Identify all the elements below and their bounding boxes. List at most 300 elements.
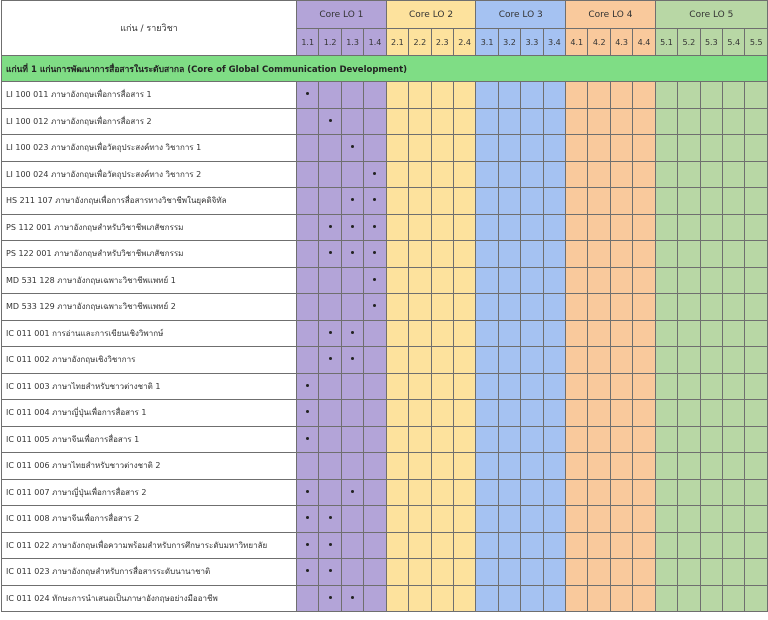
lo-cell xyxy=(723,532,745,559)
table-row xyxy=(2,559,768,586)
lo-cell xyxy=(723,161,745,188)
lo-cell xyxy=(341,241,363,268)
lo-cell xyxy=(476,267,498,294)
lo-cell xyxy=(453,532,475,559)
lo-cell xyxy=(610,559,632,586)
lo-cell xyxy=(521,161,543,188)
table-row xyxy=(2,320,768,347)
lo-cell xyxy=(700,453,722,480)
lo-cell xyxy=(453,585,475,612)
lo-cell xyxy=(409,479,431,506)
lo-cell xyxy=(341,585,363,612)
lo-cell xyxy=(297,320,319,347)
lo-cell xyxy=(745,214,767,241)
lo-cell xyxy=(566,532,588,559)
mapping-dot xyxy=(351,490,354,493)
lo-cell xyxy=(521,320,543,347)
lo-sub-header: 5.4 xyxy=(723,29,745,56)
lo-cell xyxy=(566,267,588,294)
mapping-dot xyxy=(329,543,332,546)
course-name: PS 112 001 ภาษาอังกฤษสำหรับวิชาชีพเภสัชกรรม xyxy=(2,214,297,241)
lo-cell xyxy=(678,135,700,162)
lo-cell xyxy=(498,214,520,241)
lo-cell xyxy=(386,241,408,268)
course-name: LI 100 011 ภาษาอังกฤษเพื่อการสื่อสาร 1 xyxy=(2,82,297,109)
lo-cell xyxy=(745,426,767,453)
lo-cell xyxy=(431,188,453,215)
lo-cell xyxy=(633,400,655,427)
lo-cell xyxy=(745,585,767,612)
lo-cell xyxy=(297,82,319,109)
lo-cell xyxy=(319,479,341,506)
lo-cell xyxy=(319,426,341,453)
lo-cell xyxy=(319,241,341,268)
lo-cell xyxy=(431,135,453,162)
mapping-dot xyxy=(373,172,376,175)
lo-cell xyxy=(319,108,341,135)
lo-cell xyxy=(610,426,632,453)
lo-cell xyxy=(700,506,722,533)
lo-cell xyxy=(588,82,610,109)
lo-cell xyxy=(566,241,588,268)
lo-cell xyxy=(386,559,408,586)
lo-cell xyxy=(319,214,341,241)
table-row xyxy=(2,108,768,135)
lo-cell xyxy=(453,267,475,294)
lo-cell xyxy=(745,267,767,294)
lo-cell xyxy=(431,400,453,427)
lo-cell xyxy=(341,135,363,162)
lo-cell xyxy=(386,294,408,321)
lo-cell xyxy=(700,320,722,347)
lo-cell xyxy=(431,532,453,559)
lo-cell xyxy=(297,532,319,559)
lo-cell xyxy=(566,426,588,453)
lo-cell xyxy=(431,373,453,400)
lo-cell xyxy=(476,479,498,506)
mapping-dot xyxy=(329,569,332,572)
lo-cell xyxy=(521,479,543,506)
lo-cell xyxy=(543,241,565,268)
mapping-dot xyxy=(373,198,376,201)
lo-cell xyxy=(543,479,565,506)
lo-cell xyxy=(543,506,565,533)
lo-cell xyxy=(521,347,543,374)
lo-cell xyxy=(633,108,655,135)
lo-cell xyxy=(521,214,543,241)
lo-cell xyxy=(453,479,475,506)
table-row xyxy=(2,241,768,268)
lo-cell xyxy=(476,532,498,559)
lo-cell xyxy=(610,400,632,427)
lo-sub-header: 3.4 xyxy=(543,29,565,56)
lo-cell xyxy=(678,426,700,453)
lo-cell xyxy=(588,347,610,374)
lo-cell xyxy=(409,161,431,188)
course-name: IC 011 023 ภาษาอังกฤษสำหรับการสื่อสารระดับนานาชาติ xyxy=(2,559,297,586)
lo-cell xyxy=(431,585,453,612)
lo-cell xyxy=(700,373,722,400)
lo-cell xyxy=(453,161,475,188)
mapping-dot xyxy=(329,357,332,360)
lo-cell xyxy=(566,320,588,347)
lo-cell xyxy=(700,214,722,241)
lo-cell xyxy=(319,320,341,347)
lo-cell xyxy=(745,373,767,400)
lo-cell xyxy=(364,82,386,109)
lo-cell xyxy=(678,108,700,135)
lo-cell xyxy=(678,267,700,294)
lo-cell xyxy=(409,135,431,162)
lo-cell xyxy=(566,479,588,506)
lo-cell xyxy=(476,400,498,427)
lo-cell xyxy=(700,559,722,586)
lo-cell xyxy=(364,135,386,162)
lo-cell xyxy=(633,214,655,241)
lo-cell xyxy=(521,108,543,135)
lo-cell xyxy=(521,453,543,480)
lo-cell xyxy=(566,214,588,241)
mapping-dot xyxy=(373,225,376,228)
lo-cell xyxy=(678,161,700,188)
lo-cell xyxy=(655,585,677,612)
lo-cell xyxy=(633,82,655,109)
lo-cell xyxy=(431,426,453,453)
lo-cell xyxy=(386,267,408,294)
lo-cell xyxy=(566,161,588,188)
lo-cell xyxy=(498,453,520,480)
lo-sub-header: 4.4 xyxy=(633,29,655,56)
lo-cell xyxy=(341,294,363,321)
lo-cell xyxy=(700,241,722,268)
lo-cell xyxy=(678,559,700,586)
lo-cell xyxy=(678,532,700,559)
mapping-dot xyxy=(329,596,332,599)
lo-cell xyxy=(453,426,475,453)
lo-cell xyxy=(610,161,632,188)
lo-cell xyxy=(610,532,632,559)
lo-cell xyxy=(723,188,745,215)
mapping-dot xyxy=(306,490,309,493)
lo-cell xyxy=(341,532,363,559)
lo-cell xyxy=(700,135,722,162)
course-name: HS 211 107 ภาษาอังกฤษเพื่อการสื่อสารทางวิชาชีพในยุคดิจิทัล xyxy=(2,188,297,215)
lo-cell xyxy=(476,426,498,453)
mapping-dot xyxy=(329,225,332,228)
table-row xyxy=(2,347,768,374)
lo-cell xyxy=(364,267,386,294)
lo-cell xyxy=(723,426,745,453)
lo-sub-header: 3.3 xyxy=(521,29,543,56)
lo-cell xyxy=(655,214,677,241)
lo-cell xyxy=(655,453,677,480)
lo-cell xyxy=(409,453,431,480)
lo-cell xyxy=(341,453,363,480)
lo-cell xyxy=(723,241,745,268)
lo-cell xyxy=(543,135,565,162)
lo-cell xyxy=(498,373,520,400)
lo-cell xyxy=(498,82,520,109)
lo-cell xyxy=(364,585,386,612)
lo-sub-header: 2.4 xyxy=(453,29,475,56)
lo-cell xyxy=(700,82,722,109)
lo-cell xyxy=(723,294,745,321)
lo-cell xyxy=(409,426,431,453)
lo-cell xyxy=(723,453,745,480)
mapping-dot xyxy=(351,225,354,228)
lo-cell xyxy=(341,506,363,533)
lo-cell xyxy=(610,347,632,374)
lo-cell xyxy=(655,108,677,135)
lo-cell xyxy=(723,135,745,162)
lo-cell xyxy=(409,532,431,559)
lo-cell xyxy=(341,161,363,188)
lo-cell xyxy=(341,188,363,215)
lo-cell xyxy=(678,400,700,427)
lo-cell xyxy=(297,347,319,374)
lo-cell xyxy=(655,320,677,347)
lo-cell xyxy=(453,108,475,135)
lo-cell xyxy=(521,241,543,268)
lo-cell xyxy=(364,532,386,559)
lo-cell xyxy=(521,585,543,612)
lo-cell xyxy=(588,108,610,135)
lo-cell xyxy=(431,347,453,374)
lo-cell xyxy=(655,347,677,374)
lo-cell xyxy=(745,506,767,533)
lo-cell xyxy=(678,347,700,374)
lo-sub-header: 5.1 xyxy=(655,29,677,56)
lo-cell xyxy=(745,161,767,188)
mapping-dot xyxy=(306,384,309,387)
lo-cell xyxy=(521,188,543,215)
lo-cell xyxy=(476,585,498,612)
lo-cell xyxy=(543,320,565,347)
lo-cell xyxy=(700,400,722,427)
lo-cell xyxy=(386,347,408,374)
lo-cell xyxy=(588,188,610,215)
course-name: LI 100 012 ภาษาอังกฤษเพื่อการสื่อสาร 2 xyxy=(2,108,297,135)
lo-cell xyxy=(745,294,767,321)
lo-cell xyxy=(319,347,341,374)
lo-cell xyxy=(431,294,453,321)
lo-cell xyxy=(453,559,475,586)
lo-cell xyxy=(521,82,543,109)
lo-cell xyxy=(297,453,319,480)
lo-cell xyxy=(319,161,341,188)
lo-cell xyxy=(319,506,341,533)
section-title: แก่นที่ 1 แก่นการพัฒนาการสื่อสารในระดับสากล (Core of Global Communication Development) xyxy=(2,56,768,82)
lo-cell xyxy=(610,214,632,241)
lo-cell xyxy=(610,82,632,109)
lo-cell xyxy=(297,400,319,427)
lo-cell xyxy=(655,294,677,321)
lo-cell xyxy=(476,453,498,480)
lo-cell xyxy=(543,400,565,427)
table-row xyxy=(2,400,768,427)
lo-cell xyxy=(498,532,520,559)
course-name: IC 011 006 ภาษาไทยสำหรับชาวต่างชาติ 2 xyxy=(2,453,297,480)
lo-cell xyxy=(745,188,767,215)
mapping-dot xyxy=(351,145,354,148)
lo-cell xyxy=(341,320,363,347)
lo-cell xyxy=(409,108,431,135)
lo-cell xyxy=(633,373,655,400)
lo-cell xyxy=(364,294,386,321)
lo-cell xyxy=(476,320,498,347)
lo-cell xyxy=(341,559,363,586)
lo-cell xyxy=(453,188,475,215)
table-row xyxy=(2,188,768,215)
course-column-header: แก่น / รายวิชา xyxy=(2,1,297,56)
lo-cell xyxy=(723,82,745,109)
lo-cell xyxy=(297,108,319,135)
lo-cell xyxy=(341,400,363,427)
lo-cell xyxy=(409,188,431,215)
lo-cell xyxy=(297,188,319,215)
lo-cell xyxy=(655,82,677,109)
lo-cell xyxy=(476,82,498,109)
lo-cell xyxy=(409,241,431,268)
course-name: MD 533 129 ภาษาอังกฤษเฉพาะวิชาชีพแพทย์ 2 xyxy=(2,294,297,321)
lo-cell xyxy=(476,214,498,241)
lo-cell xyxy=(319,453,341,480)
lo-cell xyxy=(498,585,520,612)
lo-cell xyxy=(566,294,588,321)
lo-cell xyxy=(386,479,408,506)
table-row xyxy=(2,506,768,533)
lo-group-header: Core LO 5 xyxy=(655,1,767,29)
lo-cell xyxy=(498,320,520,347)
lo-cell xyxy=(341,108,363,135)
lo-cell xyxy=(543,294,565,321)
lo-cell xyxy=(588,585,610,612)
lo-cell xyxy=(610,479,632,506)
lo-cell xyxy=(655,241,677,268)
lo-cell xyxy=(319,82,341,109)
mapping-dot xyxy=(351,357,354,360)
lo-cell xyxy=(566,108,588,135)
lo-cell xyxy=(655,267,677,294)
lo-cell xyxy=(745,453,767,480)
lo-cell xyxy=(543,214,565,241)
lo-cell xyxy=(498,135,520,162)
lo-cell xyxy=(521,506,543,533)
lo-cell xyxy=(610,241,632,268)
mapping-dot xyxy=(329,516,332,519)
course-name: IC 011 003 ภาษาไทยสำหรับชาวต่างชาติ 1 xyxy=(2,373,297,400)
lo-cell xyxy=(364,320,386,347)
lo-cell xyxy=(297,241,319,268)
lo-cell xyxy=(566,585,588,612)
lo-cell xyxy=(588,506,610,533)
lo-cell xyxy=(655,188,677,215)
lo-cell xyxy=(386,426,408,453)
course-name: IC 011 024 ทักษะการนำเสนอเป็นภาษาอังกฤษอย่างมืออาชีพ xyxy=(2,585,297,612)
lo-cell xyxy=(476,559,498,586)
lo-cell xyxy=(431,241,453,268)
lo-cell xyxy=(409,82,431,109)
lo-cell xyxy=(364,108,386,135)
lo-cell xyxy=(386,161,408,188)
table-row xyxy=(2,479,768,506)
lo-cell xyxy=(678,294,700,321)
lo-cell xyxy=(655,506,677,533)
lo-sub-header: 1.4 xyxy=(364,29,386,56)
lo-cell xyxy=(319,559,341,586)
course-name: LI 100 024 ภาษาอังกฤษเพื่อวัตถุประสงค์ทาง วิชาการ 2 xyxy=(2,161,297,188)
lo-cell xyxy=(476,373,498,400)
lo-cell xyxy=(453,400,475,427)
lo-cell xyxy=(543,585,565,612)
lo-cell xyxy=(386,82,408,109)
lo-cell xyxy=(297,161,319,188)
lo-cell xyxy=(723,347,745,374)
lo-cell xyxy=(655,532,677,559)
lo-cell xyxy=(566,453,588,480)
lo-cell xyxy=(633,267,655,294)
lo-cell xyxy=(498,559,520,586)
lo-cell xyxy=(633,135,655,162)
lo-cell xyxy=(723,559,745,586)
lo-cell xyxy=(364,241,386,268)
lo-cell xyxy=(498,188,520,215)
course-name: IC 011 022 ภาษาอังกฤษเพื่อความพร้อมสำหรับการศึกษาระดับมหาวิทยาลัย xyxy=(2,532,297,559)
lo-cell xyxy=(409,585,431,612)
lo-cell xyxy=(566,82,588,109)
lo-cell xyxy=(723,585,745,612)
course-name: IC 011 008 ภาษาจีนเพื่อการสื่อสาร 2 xyxy=(2,506,297,533)
mapping-dot xyxy=(306,516,309,519)
lo-cell xyxy=(588,161,610,188)
lo-cell xyxy=(431,108,453,135)
lo-cell xyxy=(341,479,363,506)
lo-cell xyxy=(610,453,632,480)
lo-cell xyxy=(386,214,408,241)
lo-cell xyxy=(700,294,722,321)
lo-cell xyxy=(364,426,386,453)
lo-cell xyxy=(723,214,745,241)
lo-cell xyxy=(386,135,408,162)
lo-cell xyxy=(319,135,341,162)
lo-sub-header: 4.2 xyxy=(588,29,610,56)
lo-cell xyxy=(633,559,655,586)
lo-cell xyxy=(745,559,767,586)
lo-cell xyxy=(409,294,431,321)
lo-cell xyxy=(498,400,520,427)
lo-cell xyxy=(431,82,453,109)
lo-cell xyxy=(633,426,655,453)
lo-cell xyxy=(521,294,543,321)
lo-cell xyxy=(453,506,475,533)
lo-cell xyxy=(633,188,655,215)
lo-cell xyxy=(610,267,632,294)
lo-cell xyxy=(498,241,520,268)
lo-cell xyxy=(364,559,386,586)
lo-cell xyxy=(476,506,498,533)
lo-cell xyxy=(341,347,363,374)
lo-cell xyxy=(453,453,475,480)
lo-cell xyxy=(319,585,341,612)
lo-sub-header: 2.2 xyxy=(409,29,431,56)
lo-cell xyxy=(409,506,431,533)
lo-cell xyxy=(364,188,386,215)
lo-cell xyxy=(386,320,408,347)
lo-cell xyxy=(409,347,431,374)
lo-cell xyxy=(588,400,610,427)
lo-cell xyxy=(476,188,498,215)
lo-cell xyxy=(297,294,319,321)
